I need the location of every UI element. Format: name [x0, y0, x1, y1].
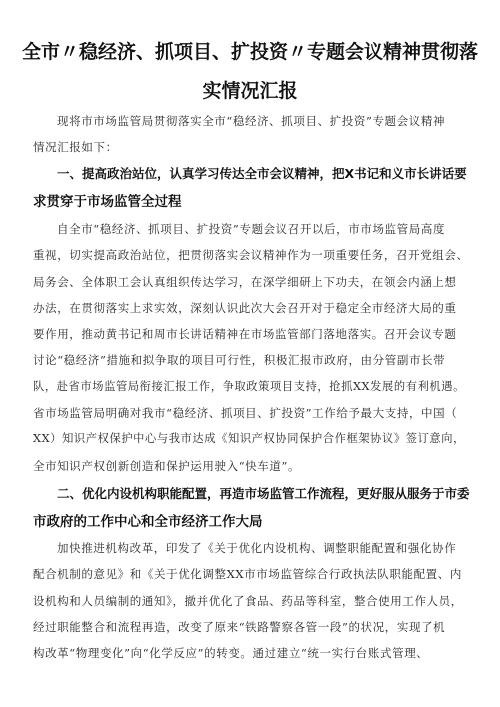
paragraph-line: 配合机制的意见》和《关于优化调整XX市市场监管综合行政执法队职能配置、内 [33, 567, 462, 582]
paragraph-line: 构改革“物理变化”向“化学反应”的转变。通过建立“统一实行台账式管理、 [33, 646, 429, 661]
paragraph-line: 局务会、全体职工会认真组织传达学习，在深学细研上下功夫，在领会内涵上想 [33, 274, 457, 289]
intro-line: 情况汇报如下： [33, 140, 118, 155]
document-title-line-1: 全市〃稳经济、抓项目、扩投资〃专题会议精神贯彻落 [21, 41, 478, 63]
section-1-heading-line: 求贯穿于市场监管全过程 [33, 194, 182, 210]
section-2-paragraph [33, 535, 473, 666]
paragraph-line: 要作用，推动黄书记和周市长讲话精神在市场监管部门落地落实。召开会议专题 [33, 327, 457, 342]
section-2-heading-line: 二、优化内设机构职能配置，再造市场监管工作流程，更好服从服务于市委 [57, 486, 470, 501]
paragraph-line: 自全市“稳经济、抓项目、扩投资”专题会议召开以后，市市场监管局高度 [57, 222, 446, 236]
paragraph-line: 加快推进机构改革，印发了《关于优化内设机构、调整职能配置和强化协作 [57, 541, 457, 555]
paragraph-line: XX）知识产权保护中心与我市达成《知识产权协同保护合作框架协议》签订意向， [33, 432, 465, 446]
section-2-heading [33, 480, 473, 536]
paragraph-line: 重视，切实提高政治站位，把贯彻落实会议精神作为一项重要任务，召开党组会、 [33, 248, 469, 263]
document-title-line-2: 实情况汇报 [202, 80, 298, 102]
paragraph-line: 办法，在贯彻落实上求实效，深刻认识此次大会召开对于稳定全市经济大局的重 [33, 300, 457, 315]
paragraph-line: 全市知识产权创新创造和保护运用驶入“快车道”。 [33, 458, 301, 473]
paragraph-line: 队，赴省市场监管局衔接汇报工作，争取政策项目支持，抢抓XX发展的有利机遇。 [33, 379, 465, 393]
section-1-paragraph [33, 216, 473, 479]
section-1-heading-line: 一、提高政治站位，认真学习传达全市会议精神，把X书记和义市长讲话要 [57, 166, 467, 181]
paragraph-line: 经过职能整合和流程再造，改变了原来“铁路警察各管一段”的状况，实现了机 [33, 619, 446, 634]
paragraph-line: 设机构和人员编制的通知》，撤并优化了食品、药品等科室，整合使用工作人员， [33, 593, 463, 608]
section-1-heading [33, 160, 473, 216]
paragraph-line: 省市场监管局明确对我市“稳经济、抓项目、扩投资”工作给予最大支持，中国（ [33, 406, 458, 421]
intro-paragraph [33, 108, 473, 161]
intro-line: 现将市市场监管局贯彻落实全市“稳经济、抓项目、扩投资”专题会议精神 [57, 114, 446, 128]
paragraph-line: 讨论“稳经济”措施和拟争取的项目可行性，积极汇报市政府，由分管副市长带 [33, 353, 446, 368]
section-2-heading-line: 市政府的工作中心和全市经济工作大局 [33, 514, 263, 530]
